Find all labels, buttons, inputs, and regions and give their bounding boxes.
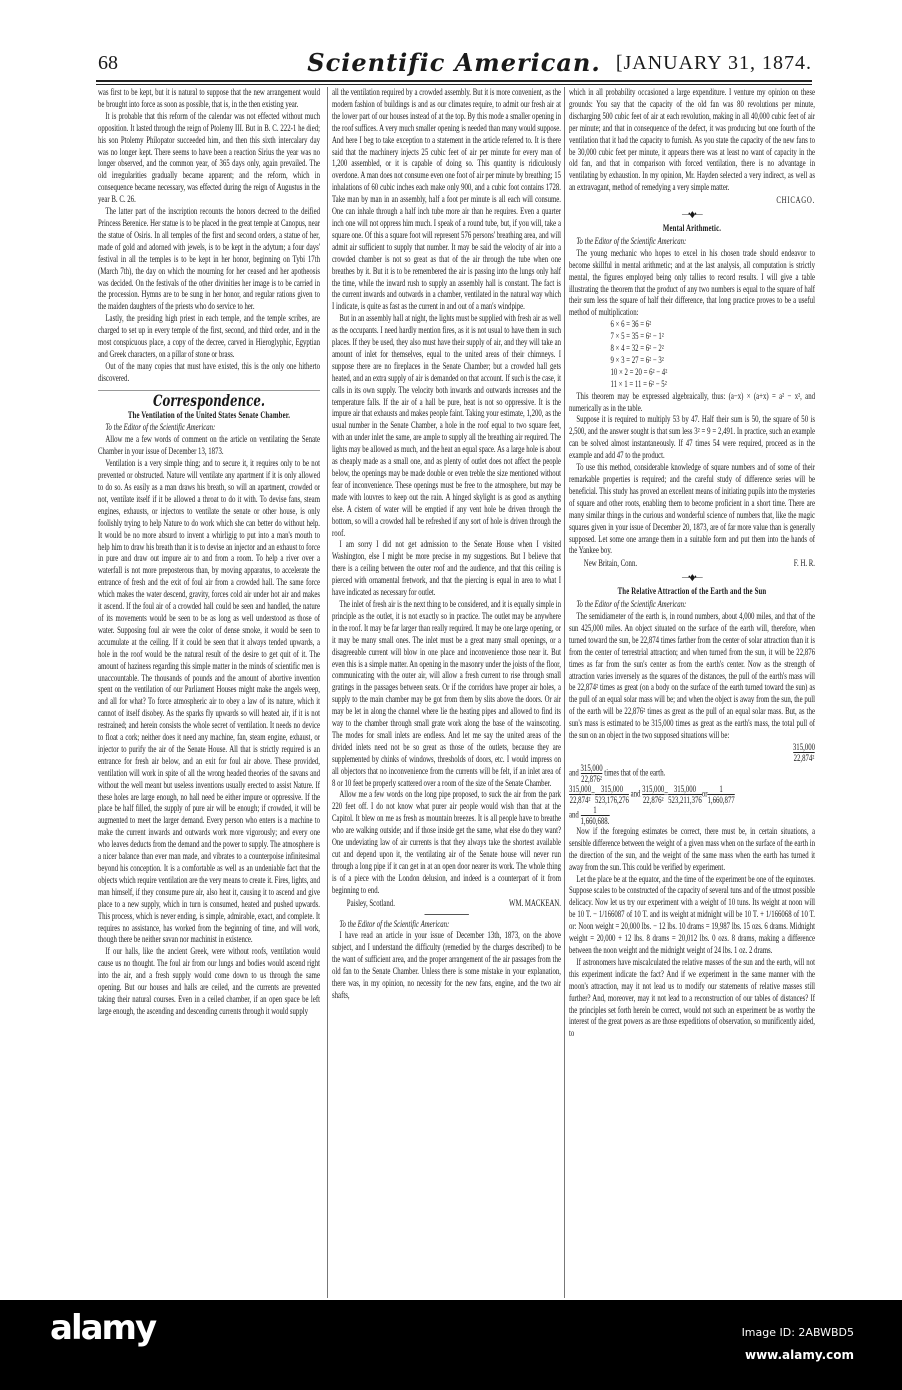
numerator: 1: [593, 804, 597, 815]
article-heading: The Relative Attraction of the Earth and the Sun: [617, 586, 767, 597]
fraction: [793, 742, 815, 763]
denominator: 22,874²: [569, 794, 591, 805]
fraction: [642, 784, 664, 805]
column-1: [98, 87, 320, 1298]
column-3: [564, 87, 815, 1298]
denominator: 523,176,276: [594, 794, 629, 805]
image-id: Image ID: 2ABWBD5: [741, 1326, 854, 1339]
paragraph: Ventilation is a very simple thing; and to secure it, it requires only to be not prevented or obstructed. Nature will ventilate any apartment if it is only allowed to do so. As easily as a man draws his breath, so will an apartment, crowded or not, ventilate itself if it be allowed a throat to do it with. To devise fans, steam engines, exhausts, or injectors to ventilate the senate or other house, is only foolishly trying to help Nature to do work which she can better do without help. It would be no more absurd to invent a whirligig to put into a man's mouth to help him to draw his breath than it is to devise an injector and an exhaust to force in pure and draw out impure air to and from a room. To help a river over a waterfall is not more preposterous than, by moving apparatus, to accelerate the entrance of fresh and the exit of foul air from a crowded hall. The same force which makes the water descend, gravity, forces cold air under hot air and makes it ascend. If the foul air of a crowded hall could be seen and handled, the nature of its movements would be seen to be as long as well understood as those of water. Supposing foul air were the color of dense smoke, it would be seen to accumulate at the ceiling. If it could be seen that it always tended upwards, a hole in the roof would be the natural result of the desire to get quit of it. The amount of haziness regarding this simple matter in the minds of scientific men is unaccountable. The thousands of pounds and the amount of abortive invention spent on the ventilation of our Parliament Houses might make the angels weep, and all for what? To force atmospheric air to obey a law of its nature, which it cannot of itself disobey. As the sparks fly upwards so will heated air, if it is not restrained; and herein consists the whole secret of ventilation. It needs no device to float a cork; neither does it need any machine, fan, steam engine, exhaust, or injector to purify the air of the Senate House. All that is strictly required is an entrance for fresh air below, and an exit for foul air above. These provided, ventilation will work in spite of all the wrong headed theories of the savans and without the well meant but useless inventions usually erected to assist Nature. If these holes are large enough, no hall need be either impure or oppressive. If the place be half filled, the supply of pure air will be enough; if crowded, it will be augmented to meet the larger demand. Every person who enters is a machine to make the current inwards and outwards work more vigorously; and every one who leaves deducts from the demand and the power to supply. The atmosphere is a nicer balance than ever man made, and vibrates to a counterpoise infinitesimal beyond his conception. It is a comfortable as well as an undeniable fact that the objects which require ventilation are the very means to create it. Fires, lights, and man himself, if they consume pure air, also heat it, causing it to ascend and give place to a new supply, which in turn is consumed, heated and pushed upwards. This process, which is never ending, is simple, admirable, exact, and complete. It requires no assistance, has worked from the beginning of time, and will work, though there be neither savan nor machinist in existence.: [98, 458, 320, 945]
paragraph: I have read an article in your issue of December 13th, 1873, on the above subject, and I understand the difficulty (remedied by the charges described) to be the want of sufficient area, and the proper arrangement of the air passages from the old fan to the Senate Chamber. Unless there is some mistake in your explanation, there was, in my opinion, no necessity for the new fans, engine, and the two air shafts,: [332, 930, 561, 1000]
page-number: 68: [98, 52, 118, 74]
conjunction: and: [569, 767, 579, 778]
website-url: www.alamy.com: [744, 1348, 854, 1362]
fraction: [569, 784, 591, 805]
denominator: 22,876²: [581, 773, 602, 784]
header-rule: [96, 80, 812, 85]
fraction: [581, 763, 603, 784]
numerator: 315,000: [569, 783, 592, 794]
fraction: [581, 805, 610, 826]
denominator: 1,660,688.: [580, 815, 610, 826]
numerator: 315,000: [673, 783, 697, 794]
column-body: [332, 87, 561, 1002]
paragraph: It is probable that this reform of the calendar was not effected without much opposition. It lasted through the reign of Ptolemy III. But in B. C. 222-1 he died; his son Ptolemy Philopator succeeded him, and then this sixth intercalary day was no longer kept. There seems to have been a reaction Sirius the year was no longer observed, and the common year, of 365 days only, again prevailed. The old irregularities gradually became apparent; and the reform, which in consequence became necessary, was effected during the reign of Augustus in the year B. C. 26.: [98, 110, 320, 205]
numerator: 1: [719, 783, 723, 794]
article-heading: Mental Arithmetic.: [662, 222, 722, 233]
signature-name: F. H. R.: [793, 558, 815, 569]
formula-text: times that of the earth.: [604, 767, 666, 778]
article-heading: The Ventilation of the United States Senate Chamber.: [127, 409, 291, 420]
formula: [569, 763, 815, 784]
paragraph: which in all probability occasioned a large expenditure. I venture my opinion on these grounds: You say that the capacity of the old fan was 80 revolutions per minute, discharging 500 cubic feet of air at each revolution, making in all 40,000 cubic feet of air per minute; and that in consequence of the defect, it was producing but one fourth of the ventilation that it had the capacity to furnish. As you state the capacity of the new fans to be 30,000 cubic feet per minute, it appears there was at least no want of capacity in the old fan, and that in comparison with forced ventilation, there is no advantage in ventilating by exhaustion. In my opinion, Mr. Hayden selected a very indirect, as well as an extravagant, method of remedying a very simple matter.: [569, 87, 815, 193]
salutation: To the Editor of the Scientific American:: [105, 422, 216, 433]
fraction: [595, 784, 629, 805]
signature-place: New Britain, Conn.: [583, 558, 638, 569]
issue-date: [JANUARY 31, 1874.: [615, 52, 812, 74]
paragraph: The inlet of fresh air is the next thing to be considered, and it is equally simple in principle as the outlet, it is not exactly so in practice. The outlet may be anywhere in the roof. It may be far larger than really required. It may be one large opening, or it may be many small ones. The inlet must be a great many small openings, or a disagreeable current will blow in one place and inconvenience those near it. But even this is a simple matter. An opening in the masonry under the joists of the floor, communicating with the outer air, will allow a fresh current to rise through small gratings in the passages between seats. Or if the corridors have proper air holes, a supply to the main chamber may be got from them by slits above the doors. Or air may be let in along the channel where lie the heating pipes and allowed to find its way to the chamber through small grate work along the base of the wainscoting. The modes for small inlets are endless. And let me say the united areas of the divided inlets need not be so great as those of the outlets, because they are supplemented by chinks of windows, thresholds of doors, etc. I would impress on all objectors that no inconvenience from the currents will be felt, if an inlet area of 8 or 10 feet be properly scattered over a room of the size of the Senate Chamber.: [332, 598, 561, 788]
table-row: 8 × 4 = 32 = 6² − 2²: [610, 343, 664, 354]
table-row: 10 × 2 = 20 = 6² − 4²: [610, 366, 668, 377]
paragraph: Let the place be at the equator, and the time of the experiment be one of the equinoxes. Suppose scales to be constructed of the capacity of several tuns and of the utmost possible delicacy. Now let us try our experiment with a weight of 10 tuns. Its weight at noon will be 10 T. − 1/166087 of 10 T. and its weight at midnight will be 10 T. + 1/166068 of 10 T. or: Noon weight = 20,000 lbs. − 12 lbs. 10 drams = 19,987 lbs. 15 ozs. 6 drams. Midnight weight = 20,000 + 12 lbs. 8 drams = 20,012 lbs. 0 ozs. 8 drams, making a difference between the noon weight and the midnight weight of 24 lbs. 1 oz. 2 drams.: [569, 873, 815, 955]
paragraph: Now if the foregoing estimates be correct, there must be, in certain situations, a sensible difference between the weight of a given mass when on the surface of the earth in the direction of the sun, and the weight of the same mass when the earth has turned it away from the sun. This could be verified by experiment.: [569, 825, 815, 872]
paragraph: If astronomers have miscalculated the relative masses of the sun and the earth, will not this experiment indicate the fact? And if we experiment in the same manner with the moon's attraction, may it not lead us to modify our statements of relative masses still further? And, moreover, may it not lead to a reconstruction of our tables of distances? If the principles set forth herein be correct, would not such an experiment be as worthy the interest of the great powers as are those expeditions of observation, so munificently aided, to: [569, 956, 815, 1039]
ornament-divider: —•◆•—: [682, 209, 702, 220]
table-row: 7 × 5 = 35 = 6² − 1²: [610, 331, 664, 342]
masthead: Scientific American.: [307, 48, 601, 77]
conjunction: or: [701, 788, 708, 799]
table-row: 9 × 3 = 27 = 6² − 3²: [610, 354, 664, 365]
denominator: 22,874²: [793, 752, 815, 763]
signature: [569, 558, 815, 570]
paragraph: The semidiameter of the earth is, in round numbers, about 4,000 miles, and that of the sun 425,000 miles. An object situated on the surface of the earth will, therefore, when turned toward the sun, be 22,874 times farther from the center of solar attraction than it is from the center of terrestrial attraction; and when turned from the sun, it will be 22,876 times as far from the sun's center as from the earth's center. Now as the strength of attraction varies inversely as the squares of the distances, the pull of the earth's mass will be 22,874² times as great (on a body on the surface of the earth turned toward the sun) as the pull of an equal solar mass will be; and when the object is away from the sun, the pull of the earth will be 22,876² times as great as the pull of an equal solar mass. But, as the sun's mass is estimated to be 315,000 times as great as the earth's mass, the total pull of the sun on an object in the two supposed situations will be:: [569, 610, 815, 741]
numerator: 315,000: [600, 783, 623, 794]
signature-place: CHICAGO.: [776, 195, 815, 206]
paragraph: I am sorry I did not get admission to the Senate House when I visited Washington, else I might be more precise in my suggestions. But I believe that there is a ceiling between the outer roof and the audience, and that this ceiling is pierced with ornamental fretwork, and that the piercing is equal in area to what I have indicated as necessary for outlet.: [332, 539, 561, 598]
conjunction: and: [569, 809, 579, 820]
formula: $\frac{315,000}{\text{22,874²}}$ = $\frac{315,000}{523,176,276}$ and $\frac{315,000}{\text{22,876²}}$ = $\frac{315,000}{523,211,376}$ or $\frac{1}{1,660,877}$: [569, 783, 735, 805]
signature-name: WM. MACKEAN.: [509, 897, 561, 908]
signature: [332, 898, 561, 910]
paragraph: If our halls, like the ancient Greek, were without roofs, ventilation would cause us no thought. The foul air from our lungs and bodies would ascend right into the air, and a fresh supply would come down to us through the same opening. But our houses and halls are ceiled, and the currents are prevented taking their natural courses. Even in a ceiled chamber, if an open space be left large enough, the ascending and descending currents through it would supply: [98, 946, 320, 1016]
paragraph: was first to be kept, but it is natural to suppose that the new arrangement would be brought into force as soon as possible, that is, in the then existing year.: [98, 87, 320, 109]
column-body: [569, 87, 815, 1040]
divider: [424, 914, 468, 915]
paragraph: Allow me a few words on the long pipe proposed, to suck the air from the park 220 feet off. I do not know what purer air people would wish than that at the Capitol. It blew on me as fresh as mountain breezes. It is all people have to breathe who are walking outside; and if those inside get the same, what else do they want? One undeviating law of air currents is that they always take the shortest available cut and depend upon it, the ventilating air of the Senate house will never run through a long pipe if it can get in at an open door nearer its work. The whole thing is of a piece with the London delusion, and indeed is a counterpart of it from beginning to end.: [332, 789, 561, 895]
paragraph: To use this method, considerable knowledge of square numbers and of some of their remarkable properties is required; and the careful study of difference series will be beneficial. This study has proved an excellent means of initiating pupils into the mysteries of square and other roots, enabling them to become proficient in a short time. There are many similar things in the curious and wonderful science of numbers that, like the magic squares given in your issue of December 20, 1873, are of far more value than is generally supposed. Let some one arrange them in a suitable form and put them into the hands of the Yankee boy.: [569, 462, 815, 556]
table-row: 11 × 1 = 11 = 6² − 5²: [610, 378, 667, 389]
ornament-divider: —•◆•—: [682, 572, 702, 583]
paragraph: The latter part of the inscription recounts the honors decreed to the deified Princess Berenice. Her statue is to be placed in the great temple at Canopus, near the statue of Osiris. In all temples of the first and second orders, a statue of her, made of gold and adorned with jewels, is to be kept in the adytum; a four days' festival in all the temples is to be kept in her honor, beginning on Tybi 17th (March 7th), the day on which the mourning for her ceased and her apotheosis was decided. On the festivals of the other divinities her image is to be carried in the procession. Hymns are to be sung in her honor, and regular rations given to the maiden daughters of the priests who do service to her.: [98, 206, 320, 312]
paragraph: The young mechanic who hopes to excel in his chosen trade should endeavor to become skillful in mental arithmetic; and at the last analysis, all computation is strictly mental, the figures employed being only tallies to record results. I will give a table illustrating the theorem that the product of any two numbers is equal to the square of half their sum less the square of half their difference, that long practice proves to be a useful method of multiplication:: [569, 247, 815, 318]
numerator: 315,000: [642, 783, 665, 794]
watermark-banner: [0, 1300, 902, 1390]
paragraph: all the ventilation required by a crowded assembly. But it is more convenient, as the modern fashion of buildings is and as our climates require, to admit our fresh air at the lower part of our houses instead of at the top. By this mode a smaller opening in the roof suffices. A very much smaller opening is needed than many would suppose. And here I beg to take exception to a statement in the article referred to. It is there said that the machinery injects 25 cubic feet of air per minute for every man of 1,200 assembled, or it is capable of doing so. This quantity is ridiculously overdone. A man does not consume even one foot of air per minute by breathing; 15 inhalations of 60 cubic inches each make only 900, and a cubic foot contains 1728. Take man by man in an assembly, half a foot per minute is all each will consume. One can inhale through a half inch tube more air than he requires. Even a quarter inch one will not oppress him much. I speak of a round tube, but, if you will, take a square one. Of this a square foot will represent 576 persons' breathing area, and will admit air sufficient to supply that number. It may be said the velocity of air into a crowded chamber is not so great as that of the air through the tube when one breathes by it. But it is to be remembered the air is passing into the lungs only half the time, while the inward rush to supply an assembly hall is constant. The fact is the current inwards and outwards in a chamber, ventilated in the natural way which I indicate, is quite as fast as the current in and out of a man's windpipe.: [332, 87, 561, 312]
paragraph: Allow me a few words of comment on the article on ventilating the Senate Chamber in your issue of December 13, 1873.: [98, 434, 320, 457]
conjunction: and: [630, 788, 641, 799]
page-header: [96, 48, 812, 78]
paragraph: Out of the many copies that must have existed, this is the only one hitherto discovered.: [98, 360, 320, 383]
salutation: To the Editor of the Scientific American:: [576, 599, 687, 610]
column-2: [327, 87, 561, 1298]
fraction: [668, 784, 702, 805]
numerator: 315,000: [580, 762, 603, 773]
paragraph: Suppose it is required to multiply 53 by 47. Half their sum is 50, the square of 50 is 2,500, and the answer sought is that sum less 3² = 9 = 2,491. In practice, such an example can be solved almost instantaneously. If 47 times 54 were required, proceed as in the example and add 47 to the product.: [569, 414, 815, 461]
table-row: 6 × 6 = 36 = 6²: [610, 319, 652, 330]
paragraph: But in an assembly hall at night, the lights must be supplied with fresh air as well as the occupants. I need hardly mention fires, as it is not usual to have them in such places. If they be used, they also must have their supply of air, and they will take an amount of inlet for themselves, equal to the united areas of their chimneys. I suppose there are no fireplaces in the Senate Chamber; but a crowded hall gets heated, and an extra supply of air is demanded on that account. If such is the case, it calls in its own supply. The velocity both inwards and outwards increases and the temperature falls. If the air of a hall be pure, heat is not so oppressive. It is the impure air that exhausts and makes people faint. Taking your estimate, 1,200, as the usual number in the Senate Chamber, a hole in the roof equal to two square feet, with an under inlet the same, are ample to supply all the breathing air required. The lights may be allowed as much, and the heat an equal space. As a large hole is about as cheaply made as a small one, and as plenty of outlet does not affect the people below, the openings may be made double or even treble the size mentioned without fear of inconvenience. These openings must be free to the atmosphere, but may be made with louvres to keep out the rain. A hinged skylight is as good as anything else. A cistern of water will be emptied if any vent hole be driven through the bottom, so will a crowded hall be refreshed if any sort of hole is driven through the roof.: [332, 313, 561, 538]
paragraph: This theorem may be expressed algebraically, thus: (a−x) × (a+x) = a² − x², and numerically as in the table.: [569, 390, 815, 413]
denominator: 523,211,376: [668, 794, 702, 805]
paragraph: Lastly, the presiding high priest in each temple, and the temple scribes, are charged to set up in every temple of the first, second, and third order, and in the most conspicuous place, a copy of the decree, carved in Hieroglyphic, Egyptian and Greek characters, on a pillar of stone or brass.: [98, 313, 320, 359]
multiplication-table: [569, 319, 815, 390]
formula: [569, 805, 815, 826]
fraction: [707, 784, 734, 805]
column-body: [98, 87, 320, 1018]
alamy-logo: alamy: [50, 1308, 156, 1348]
denominator: 1,660,877: [707, 794, 735, 805]
numerator: 315,000: [792, 741, 815, 752]
section-heading: Correspondence.: [98, 390, 320, 407]
denominator: 22,876²: [642, 794, 664, 805]
formula: [569, 742, 815, 763]
salutation: To the Editor of the Scientific American:: [576, 235, 687, 246]
salutation: To the Editor of the Scientific American:: [339, 918, 450, 929]
signature-place: Paisley, Scotland.: [346, 897, 395, 908]
